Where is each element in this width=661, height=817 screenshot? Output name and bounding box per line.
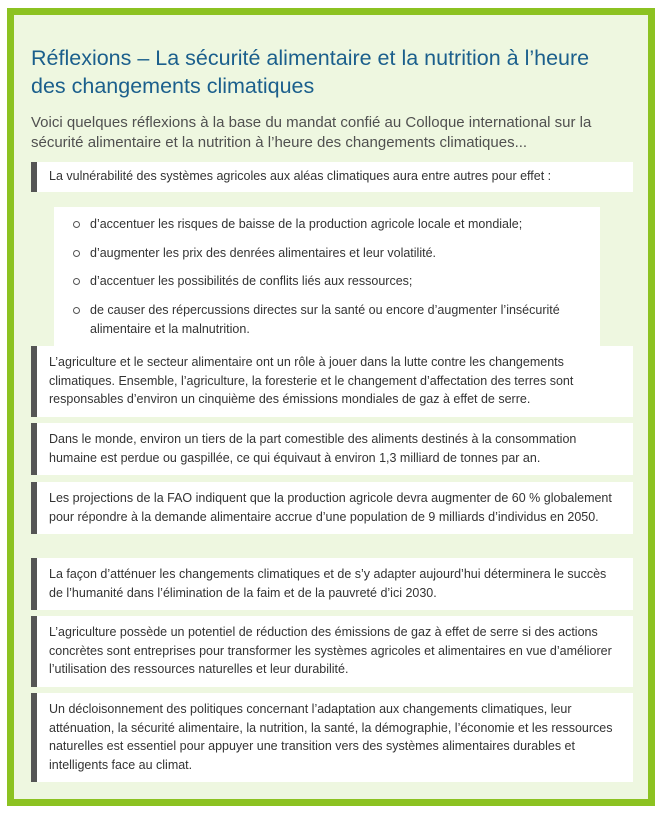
content-panel [7, 8, 655, 806]
bullet-icon [73, 250, 80, 257]
reflection-text: L’agriculture possède un potentiel de réduction des émissions de gaz à effet de serre si des actions concrètes sont entreprises pour transformer les systèmes agricoles et alimentaires en vue d’améliorer l’utilisation des ressources naturelles et leur durabilité. [49, 625, 612, 676]
reflection-block-2 [31, 346, 633, 417]
reflection-block-4 [31, 482, 633, 534]
reflection-block-5 [31, 558, 633, 610]
list-item [54, 215, 600, 234]
reflection-text: Un décloisonnement des politiques concernant l’adaptation aux changements climatiques, leur atténuation, la sécurité alimentaire, la nutrition, la santé, la démographie, l’économie et les ressources naturelles est essentiel pour appuyer une transition vers des systèmes alimentaires durables et intelligents face au climat. [49, 702, 613, 772]
bullet-icon [73, 307, 80, 314]
list-item-text: de causer des répercussions directes sur la santé ou encore d’augmenter l’insécurité alimentaire et la malnutrition. [90, 303, 560, 336]
list-item [54, 301, 600, 338]
page-title: Réflexions – La sécurité alimentaire et la nutrition à l’heure des changements climatiques [31, 46, 590, 98]
reflection-text: La façon d’atténuer les changements climatiques et de s’y adapter aujourd’hui déterminera le succès de l’humanité dans l’élimination de la faim et de la pauvreté d’ici 2030. [49, 567, 607, 600]
list-item [54, 272, 600, 291]
list-item-text: d’accentuer les risques de baisse de la production agricole locale et mondiale; [90, 217, 523, 231]
reflection-block-3 [31, 423, 633, 475]
reflection-block-7 [31, 693, 633, 782]
reflection-text: L’agriculture et le secteur alimentaire ont un rôle à jouer dans la lutte contre les changements climatiques. Ensemble, l’agriculture, la foresterie et le changement d’affectation des terres sont responsables d’environ un cinquième des émissions mondiales de gaz à effet de serre. [49, 355, 574, 406]
list-item-text: d’augmenter les prix des denrées alimentaires et leur volatilité. [90, 246, 437, 260]
list-item-text: d’accentuer les possibilités de conflits liés aux ressources; [90, 274, 413, 288]
effects-list-box [54, 207, 600, 347]
bullet-icon [73, 221, 80, 228]
list-item [54, 244, 600, 263]
reflection-text: La vulnérabilité des systèmes agricoles aux aléas climatiques aura entre autres pour effet : [49, 169, 552, 183]
reflection-block-1 [31, 162, 633, 192]
intro-paragraph: Voici quelques réflexions à la base du mandat confié au Colloque international sur la sécurité alimentaire et la nutrition à l’heure des changements climatiques... [31, 114, 592, 151]
bullet-icon [73, 278, 80, 285]
reflection-text: Dans le monde, environ un tiers de la part comestible des aliments destinés à la consommation humaine est perdue ou gaspillée, ce qui équivaut à environ 1,3 milliard de tonnes par an. [49, 432, 577, 465]
reflection-block-6 [31, 616, 633, 687]
reflection-text: Les projections de la FAO indiquent que la production agricole devra augmenter de 60 % globalement pour répondre à la demande alimentaire accrue d’une population de 9 milliards d’individus en 2050. [49, 491, 612, 524]
